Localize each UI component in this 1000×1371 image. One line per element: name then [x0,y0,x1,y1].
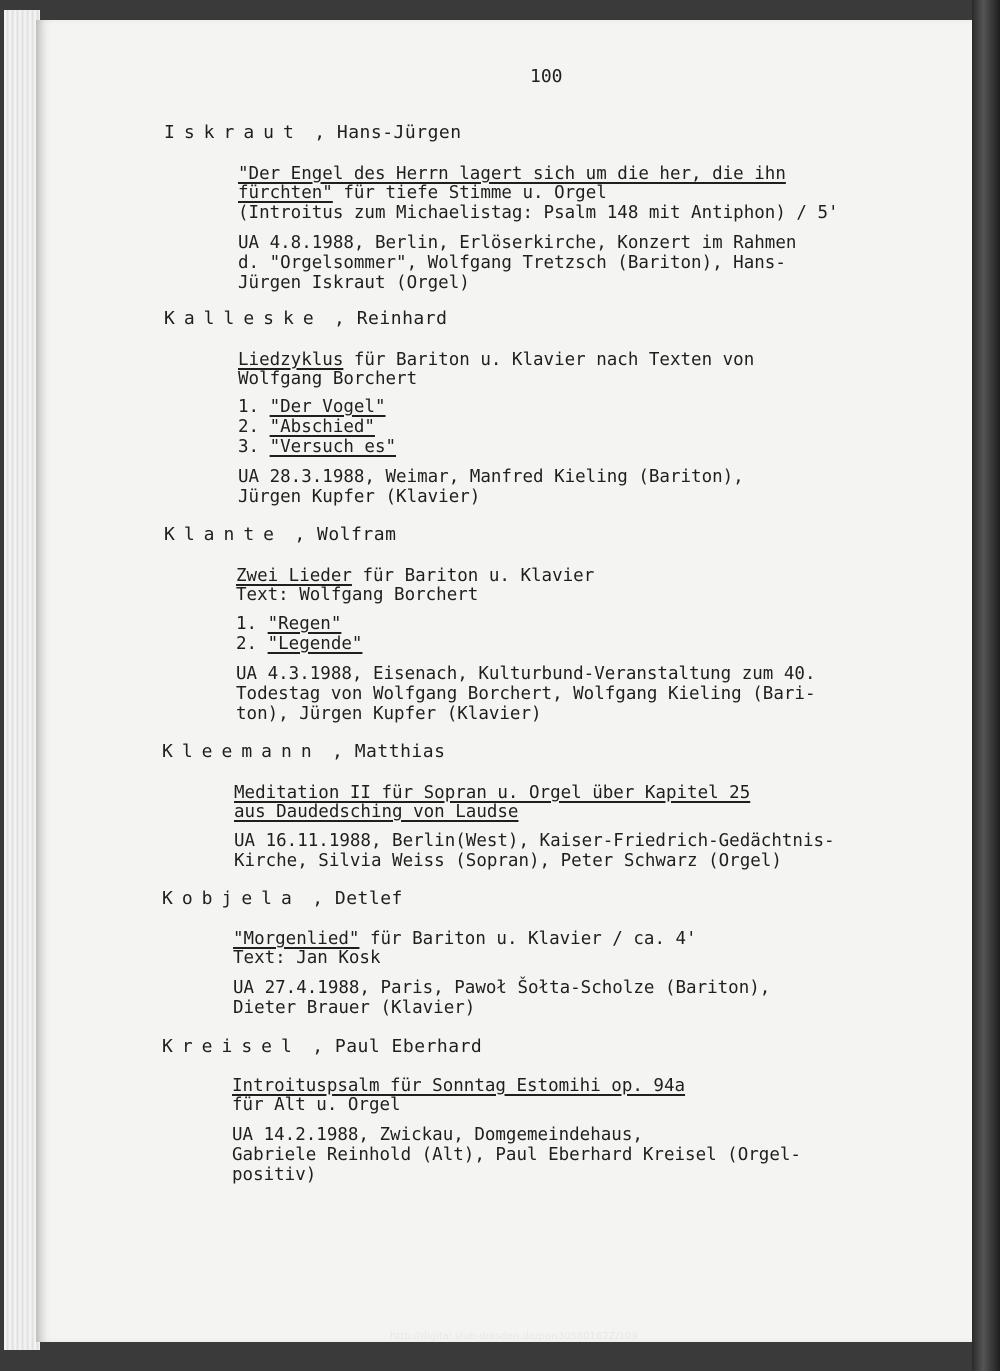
composer-given-name: Wolfram [317,524,397,545]
song-list-item: 3. "Versuch es" [238,437,397,457]
work-text-credit: Text: Wolfgang Borchert [236,585,479,605]
premiere-info: UA 4.3.1988, Eisenach, Kulturbund-Veranstaltung zum 40. Todestag von Wolfgang Borchert, Wolfgang Kieling (Bari- ton), Jürgen Kupfer (Klavier) [236,664,816,724]
page-edge-stack [4,10,40,1350]
work-title-line [234,802,518,822]
work-scoring: für tiefe Stimme u. Orgel [332,183,607,203]
composer-heading: Kalleske , Reinhard [164,308,448,329]
work-title [233,929,697,949]
composer-given-name: Matthias [354,741,446,762]
work-title [232,1076,685,1096]
work-title-line [238,183,607,203]
work-scoring: für Alt u. Orgel [232,1095,401,1115]
page-number: 100 [530,66,563,87]
composer-surname: Kalleske [164,308,323,329]
composer-surname: Kobjela [162,888,301,909]
work-title [234,783,750,803]
work-subtitle: (Introitus zum Michaelistag: Psalm 148 mit Antiphon) / 5' [238,203,839,223]
work-text-credit: Text: Jan Kosk [233,948,381,968]
source-url: http://digital.slub-dresden.de/ppn30580162Z/109 [390,1331,638,1342]
work-title-underlined: aus Daudedsching von Laudse [234,802,519,822]
song-list-item: 2. "Legende" [236,634,363,654]
premiere-info: UA 28.3.1988, Weimar, Manfred Kieling (Bariton), Jürgen Kupfer (Klavier) [238,467,744,507]
composer-surname: Klante [164,524,284,545]
work-scoring: für Bariton u. Klavier [351,566,595,586]
work-scoring: für Bariton u. Klavier / ca. 4' [359,929,697,949]
premiere-info: UA 4.8.1988, Berlin, Erlöserkirche, Konzert im Rahmen d. "Orgelsommer", Wolfgang Tretzsch (Bariton), Hans- Jürgen Iskraut (Orgel) [238,233,797,293]
song-list-item: 2. "Abschied" [238,417,375,437]
premiere-info: UA 16.11.1988, Berlin(West), Kaiser-Friedrich-Gedächtnis- Kirche, Silvia Weiss (Sopran), Peter Schwarz (Orgel) [234,831,835,871]
composer-heading: Klante , Wolfram [164,524,397,545]
work-title-underlined: Meditation II für Sopran u. Orgel über Kapitel 25 [234,783,751,803]
song-title: "Legende" [267,634,363,654]
work-title [238,164,786,184]
composer-surname: Kleemann [162,741,321,762]
song-title: "Versuch es" [269,437,397,457]
composer-given-name: Paul Eberhard [334,1036,483,1057]
song-title: "Regen" [267,614,342,634]
work-title-line: Wolfgang Borchert [238,369,418,389]
work-title-underlined: "Der Engel des Herrn lagert sich um die her, die ihn [238,164,786,184]
work-scoring: für Bariton u. Klavier nach Texten von [343,350,755,370]
book-spine [972,0,1000,1371]
work-title [236,566,594,586]
composer-surname: Kreisel [162,1036,301,1057]
song-list-item: 1. "Regen" [236,614,342,634]
song-title: "Der Vogel" [269,397,386,417]
composer-heading: Kleemann , Matthias [162,741,446,762]
composer-given-name: Hans-Jürgen [336,122,462,143]
composer-given-name: Detlef [334,888,403,909]
work-title-underlined: Introituspsalm für Sonntag Estomihi op. 94a [232,1076,686,1096]
composer-given-name: Reinhard [356,308,448,329]
work-title-underlined: fürchten" [238,183,333,203]
work-title-underlined: Liedzyklus [238,350,344,370]
song-list-item: 1. "Der Vogel" [238,397,386,417]
composer-surname: Iskraut [164,122,303,143]
composer-heading: Iskraut , Hans-Jürgen [164,122,462,143]
premiere-info: UA 27.4.1988, Paris, Pawoł Šołta-Scholze (Bariton), Dieter Brauer (Klavier) [233,978,771,1018]
work-title-underlined: "Morgenlied" [233,929,360,949]
song-title: "Abschied" [269,417,375,437]
premiere-info: UA 14.2.1988, Zwickau, Domgemeindehaus, Gabriele Reinhold (Alt), Paul Eberhard Kreisel (Orgel- positiv) [232,1125,801,1185]
composer-heading: Kobjela , Detlef [162,888,403,909]
work-title-underlined: Zwei Lieder [236,566,352,586]
work-title [238,350,754,370]
composer-heading: Kreisel , Paul Eberhard [162,1036,483,1057]
